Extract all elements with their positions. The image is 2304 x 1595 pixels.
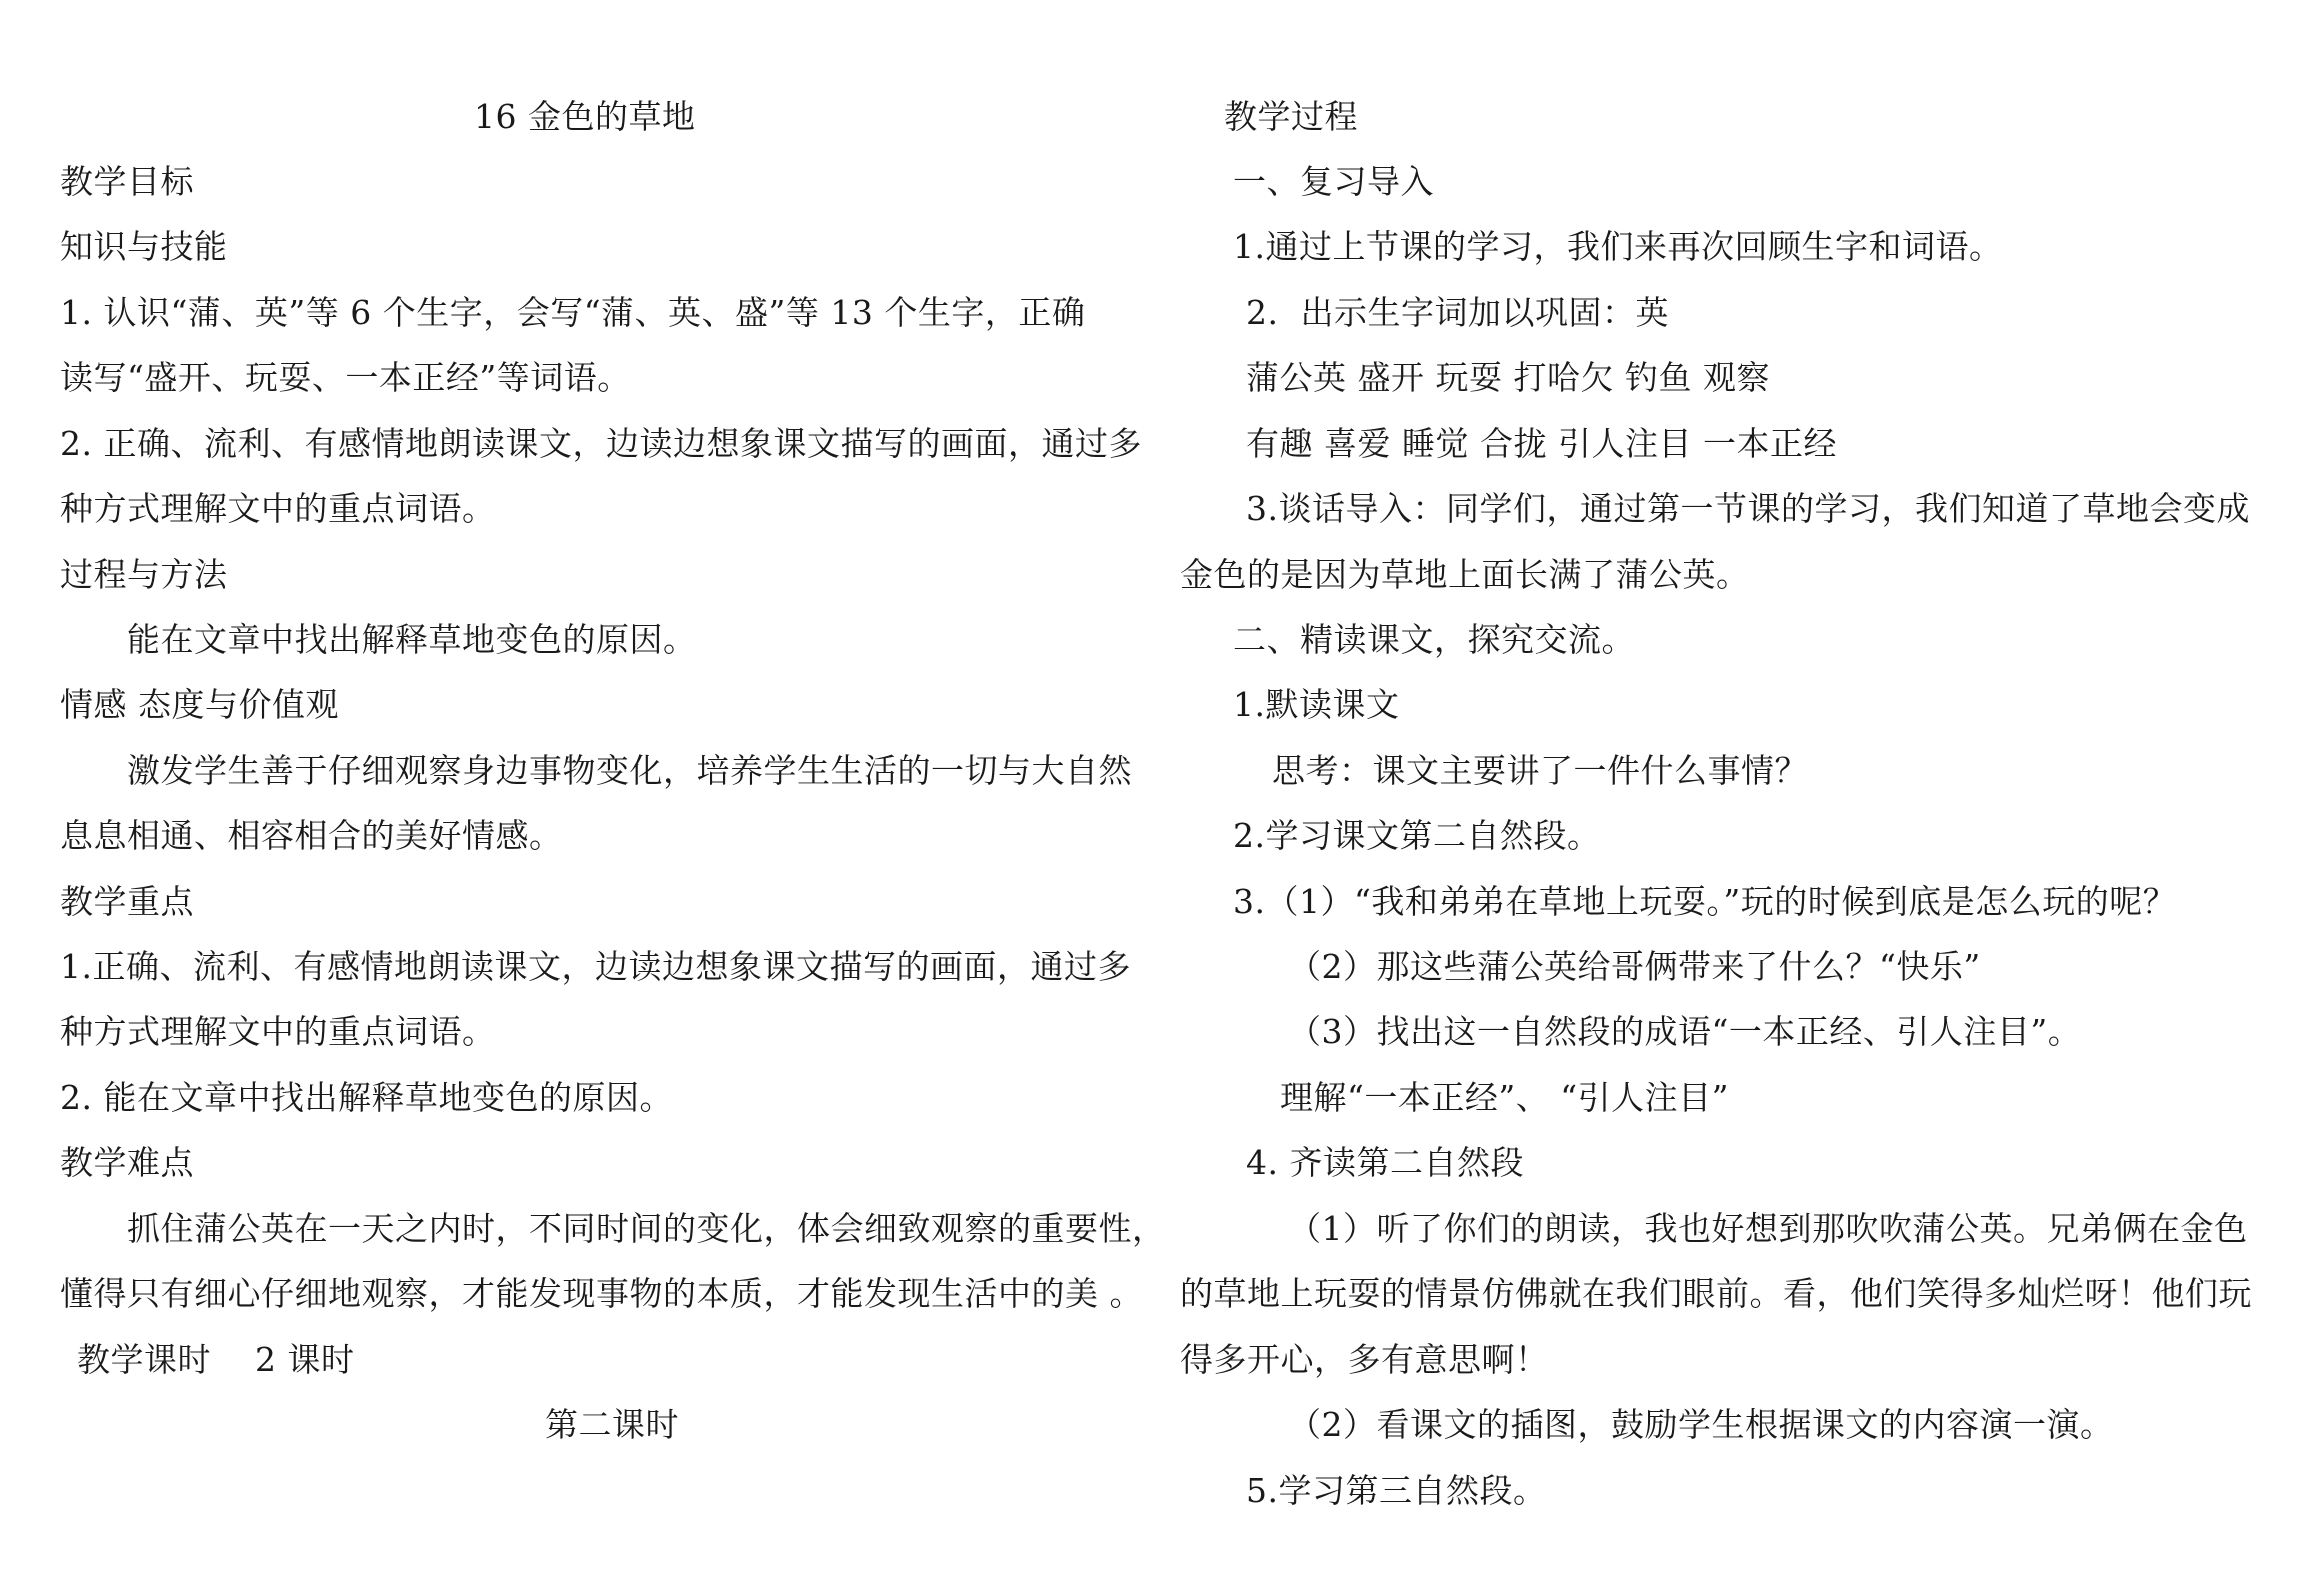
s1-item1: 1.通过上节课的学习，我们来再次回顾生字和词语。 — [1233, 227, 2003, 266]
knowledge-item1-line2: 读写“盛开、玩耍、一本正经”等词语。 — [60, 358, 631, 397]
difficulty-line2: 懂得只有细心仔细地观察，才能发现事物的本质，才能发现生活中的美 。 — [60, 1274, 1143, 1313]
section1-heading: 一、复习导入 — [1233, 162, 1434, 201]
knowledge-item2-line2: 种方式理解文中的重点词语。 — [60, 489, 496, 528]
process-text: 能在文章中找出解释草地变色的原因。 — [127, 620, 697, 659]
s2-item4-p2: （2）看课文的插图，鼓励学生根据课文的内容演一演。 — [1288, 1405, 2114, 1444]
key-item1-line1: 1.正确、流利、有感情地朗读课文，边读边想象课文描写的画面，通过多 — [60, 947, 1131, 986]
s1-words2: 有趣 喜爱 睡觉 合拢 引人注目 一本正经 — [1246, 424, 1837, 463]
s2-item3-q1: 3.（1）“我和弟弟在草地上玩耍。”玩的时候到底是怎么玩的呢？ — [1233, 882, 2177, 921]
s1-item2: 2. 出示生字词加以巩固：英 — [1246, 293, 1669, 332]
objectives-heading: 教学目标 — [60, 162, 194, 201]
s2-item1: 1.默读课文 — [1233, 685, 1400, 724]
difficulty-heading: 教学难点 — [60, 1143, 194, 1182]
s2-item3-understand: 理解“一本正经”、 “引人注目” — [1280, 1078, 1729, 1117]
difficulty-line1: 抓住蒲公英在一天之内时，不同时间的变化，体会细致观察的重要性， — [127, 1209, 1166, 1248]
lesson-hours: 教学课时 2 课时 — [77, 1340, 355, 1379]
s2-item4-p1-line2: 的草地上玩耍的情景仿佛就在我们眼前。看，他们笑得多灿烂呀！他们玩 — [1180, 1274, 2252, 1313]
knowledge-item2-line1: 2. 正确、流利、有感情地朗读课文，边读边想象课文描写的画面，通过多 — [60, 424, 1142, 463]
second-lesson-heading: 第二课时 — [545, 1405, 679, 1444]
emotion-line1: 激发学生善于仔细观察身边事物变化，培养学生生活的一切与大自然 — [127, 751, 1132, 790]
s2-item2: 2.学习课文第二自然段。 — [1233, 816, 1601, 855]
knowledge-heading: 知识与技能 — [60, 227, 228, 266]
key-item2: 2. 能在文章中找出解释草地变色的原因。 — [60, 1078, 673, 1117]
lesson-title: 16 金色的草地 — [474, 97, 696, 136]
s1-words1: 蒲公英 盛开 玩耍 打哈欠 钓鱼 观察 — [1246, 358, 1770, 397]
s2-item3-q2: （2）那这些蒲公英给哥俩带来了什么？“快乐” — [1288, 947, 1981, 986]
s1-item3-line2: 金色的是因为草地上面长满了蒲公英。 — [1180, 555, 1750, 594]
teaching-process-heading: 教学过程 — [1224, 97, 1358, 136]
knowledge-item1-line1: 1. 认识“蒲、英”等 6 个生字，会写“蒲、英、盛”等 13 个生字，正确 — [60, 293, 1086, 332]
key-item1-line2: 种方式理解文中的重点词语。 — [60, 1012, 496, 1051]
key-heading: 教学重点 — [60, 882, 194, 921]
s2-item4-p1-line1: （1）听了你们的朗读，我也好想到那吹吹蒲公英。兄弟俩在金色 — [1288, 1209, 2248, 1248]
s2-item1-think: 思考：课文主要讲了一件什么事情？ — [1272, 751, 1808, 790]
s2-item4-p1-line3: 得多开心，多有意思啊！ — [1180, 1340, 1549, 1379]
section2-heading: 二、精读课文，探究交流。 — [1233, 620, 1635, 659]
process-heading: 过程与方法 — [60, 555, 228, 594]
s2-item4: 4. 齐读第二自然段 — [1246, 1143, 1524, 1182]
emotion-line2: 息息相通、相容相合的美好情感。 — [60, 816, 563, 855]
emotion-heading: 情感 态度与价值观 — [60, 685, 339, 724]
s2-item5: 5.学习第三自然段。 — [1246, 1471, 1547, 1510]
s2-item3-q3: （3）找出这一自然段的成语“一本正经、引人注目”。 — [1288, 1012, 2082, 1051]
s1-item3-line1: 3.谈话导入：同学们，通过第一节课的学习，我们知道了草地会变成 — [1246, 489, 2250, 528]
